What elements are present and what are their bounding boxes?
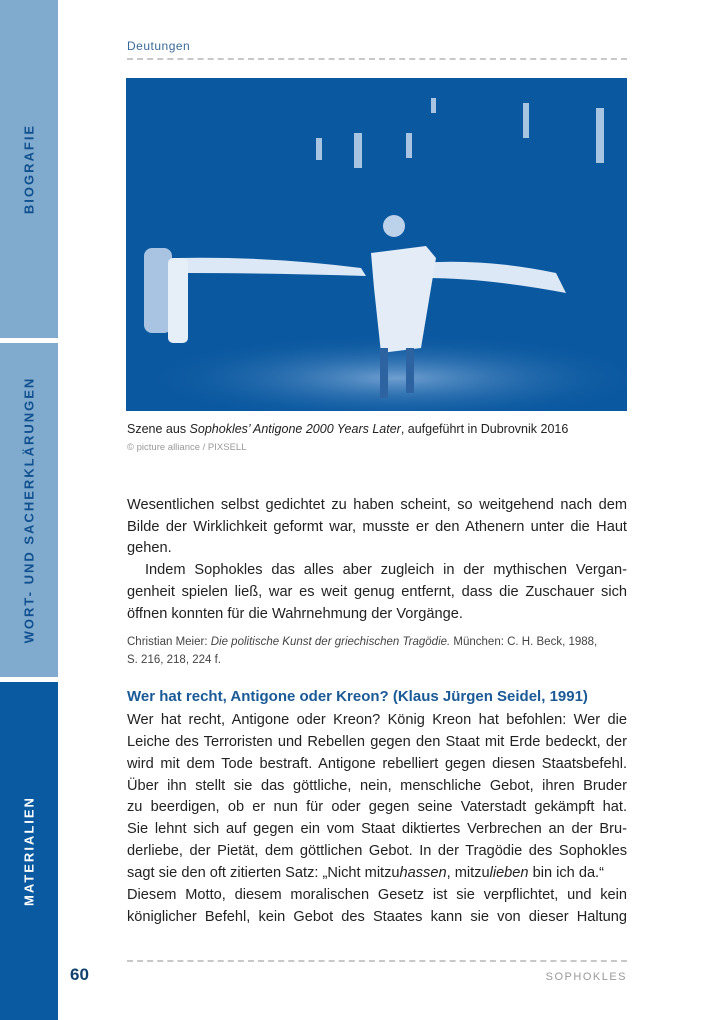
body-line: derliebe, der Pietät, dem göttlichen Gebot. In der Tragödie des Sophokles [127,843,627,859]
quote-text: bin ich da.“ [528,865,604,881]
sidebar-tab-materialien[interactable] [0,682,58,1020]
caption-text: , aufgeführt in Dubrovnik 2016 [400,422,569,436]
stage-photo [126,78,627,411]
body-line: Wer hat recht, Antigone oder Kreon? König Kreon hat befohlen: Wer die [127,712,627,728]
body-line: Über ihn stellt sie das göttliche, nein, menschliche Gebot, ihren Bruder [127,778,627,794]
source-publisher: München: C. H. Beck, 1988, [450,636,598,648]
excerpt-heading: Wer hat recht, Antigone oder Kreon? (Klaus Jürgen Seidel, 1991) [127,688,588,705]
source-citation [127,636,597,648]
photo-credit: © picture alliance / PIXSELL [127,442,247,453]
tab-label: WORT- UND SACHERKLÄRUNGEN [21,376,37,644]
quote-text: sagt sie den oft zitierten Satz: „Nicht mitzu [127,865,400,881]
quote-emphasis: lieben [489,865,529,881]
sidebar-tab-wort-und-sacherklaerungen[interactable] [0,343,58,677]
quote-emphasis: hassen [399,865,447,881]
footer-book-title: SOPHOKLES [545,971,627,983]
body-line: genheit spielen ließ, war es weit genug entfernt, dass die Zuschauer sich [127,584,627,600]
body-line: wird mit dem Tode bestraft. Antigone rebelliert gegen diesen Staatsbefehl. [127,756,627,772]
caption-title: Sophokles’ Antigone 2000 Years Later [189,422,401,436]
tab-label: MATERIALIEN [21,796,37,906]
body-line: öffnen konnten für die Wahrnehmung der Vorgänge. [127,606,463,622]
source-pages: S. 216, 218, 224 f. [127,654,221,666]
section-title: Deutungen [127,39,191,53]
body-line: Diesem Motto, diesem moralischen Gesetz ist sie verpflichtet, und kein [127,887,627,903]
body-line: Leiche des Terroristen und Rebellen gegen den Staat mit Erde bedeckt, der [127,734,627,750]
header-divider [127,58,627,60]
page-number: 60 [70,965,89,984]
body-line: gehen. [127,540,172,556]
body-line: königlicher Befehl, kein Gebot des Staates kann sie von dieser Haltung [127,909,627,925]
body-line: Sie lehnt sich auf gegen ein vom Staat diktiertes Verbrechen an der Bru- [127,821,627,837]
figure-caption [127,422,568,436]
body-line: Wesentlichen selbst gedichtet zu haben scheint, so weitgehend nach dem [127,497,627,513]
body-line: Indem Sophokles das alles aber zugleich in der mythischen Vergan- [145,562,627,578]
caption-text: Szene aus [127,422,190,436]
quote-text: , mitzu [446,865,490,881]
body-line: zu beerdigen, ob er nun für oder gegen seine Vaterstadt gekämpft hat. [127,799,627,815]
source-title: Die politische Kunst der griechischen Tragödie. [210,636,451,648]
source-author: Christian Meier: [127,636,211,648]
sidebar-tab-biografie[interactable] [0,0,58,338]
footer-divider [127,960,627,962]
body-line-quote [127,863,627,883]
body-line: Bilde der Wirklichkeit geformt war, musste er den Athenern unter die Haut [127,519,627,535]
tab-label: BIOGRAFIE [21,123,37,215]
